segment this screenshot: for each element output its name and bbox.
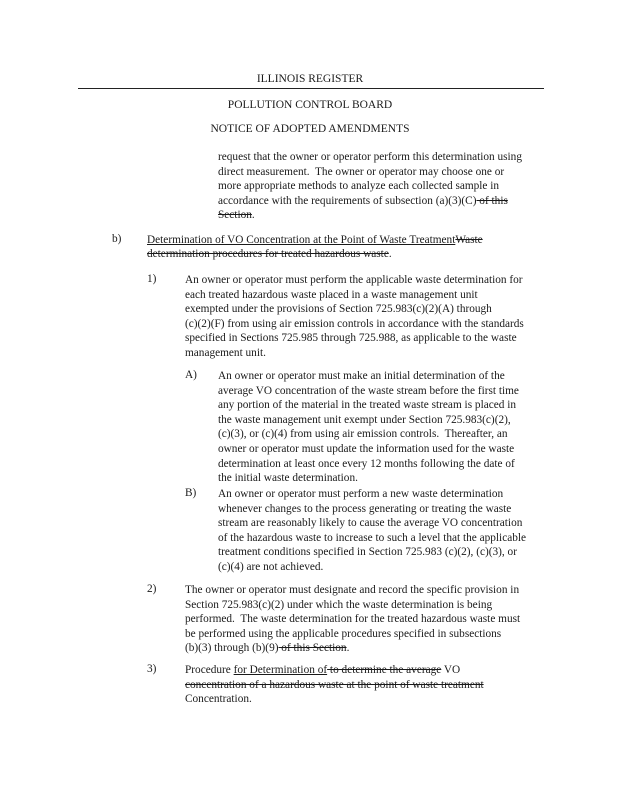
text-segment: Section 725.983(c)(2) under which the waste determination is being xyxy=(185,598,493,611)
text-line xyxy=(218,502,511,516)
text-line xyxy=(218,516,522,530)
board-title: POLLUTION CONTROL BOARD xyxy=(227,99,393,111)
text-line xyxy=(218,179,499,193)
text-line xyxy=(185,346,266,360)
text-segment: any portion of the material in the treated waste stream is placed in xyxy=(218,399,517,412)
text-segment: each treated hazardous waste placed in a waste management unit xyxy=(185,288,478,301)
text-segment: (c)(3), or (c)(4) from using air emission controls. Thereafter, an xyxy=(218,428,508,441)
text-segment: management unit. xyxy=(185,346,266,359)
paragraph-label: 1) xyxy=(147,273,157,285)
text-segment: stream are reasonably likely to cause the average VO concentration xyxy=(218,517,523,530)
text-segment: exempted under the provisions of Section 725.983(c)(2)(A) through xyxy=(185,303,492,315)
deleted-text: of this xyxy=(476,194,508,207)
text-line xyxy=(218,194,508,208)
text-line xyxy=(218,413,511,427)
text-line xyxy=(147,247,392,261)
text-segment: The owner or operator must designate and record the specific provision in xyxy=(185,584,520,596)
text-line xyxy=(147,233,483,247)
text-segment: Concentration. xyxy=(185,693,252,706)
text-line xyxy=(185,641,349,655)
deleted-text: determination procedures for treated hazardous waste xyxy=(147,248,389,261)
text-line xyxy=(185,627,501,641)
text-segment: be performed using the applicable procedures specified in subsections xyxy=(185,627,502,640)
inserted-text: Determination of VO Concentration at the Point of Waste Treatment xyxy=(147,234,456,246)
deleted-text: concentration of a hazardous waste at the point of waste treatment xyxy=(185,678,484,691)
text-line xyxy=(218,165,504,179)
text-segment: Procedure xyxy=(185,664,234,676)
text-segment: average VO concentration of the waste stream before the first time xyxy=(218,384,519,397)
deleted-text: Waste xyxy=(455,234,483,246)
text-segment: (c)(4) are not achieved. xyxy=(218,561,324,573)
text-segment: An owner or operator must perform the applicable waste determination for xyxy=(185,274,523,286)
text-segment: direct measurement. The owner or operator may choose one or xyxy=(218,165,505,178)
text-line xyxy=(185,273,523,287)
paragraph-label: 2) xyxy=(147,583,157,595)
paragraph-label: 3) xyxy=(147,663,157,675)
text-line xyxy=(185,612,520,626)
text-segment: (c)(2)(F) from using air emission controls in accordance with the standards xyxy=(185,317,524,330)
text-segment: . xyxy=(251,209,255,222)
text-line xyxy=(218,398,516,412)
paragraph-label: A) xyxy=(185,369,197,381)
text-line xyxy=(218,531,526,545)
text-segment: the waste management unit exempt under Section 725.983(c)(2), xyxy=(218,413,511,426)
text-segment: owner or operator must update the information used for the waste xyxy=(218,443,515,455)
text-segment: of the hazardous waste to increase to such a level that the applicable xyxy=(218,531,527,544)
text-segment: An owner or operator must perform a new waste determination xyxy=(218,488,504,500)
text-segment: more appropriate methods to analyze each collected sample in xyxy=(218,180,500,193)
text-line xyxy=(185,331,517,345)
text-line xyxy=(218,369,505,383)
text-line xyxy=(185,598,492,612)
text-line xyxy=(218,208,255,222)
text-line xyxy=(218,471,358,485)
text-line xyxy=(185,317,524,331)
text-segment: specified in Sections 725.985 through 725.988, as applicable to the waste xyxy=(185,332,517,344)
text-line xyxy=(218,487,503,501)
paragraph-label: B) xyxy=(185,487,197,499)
deleted-text: of this Section xyxy=(278,642,347,655)
header-rule xyxy=(78,88,544,89)
deleted-text: to determine the average xyxy=(327,664,442,676)
text-line xyxy=(185,678,484,692)
text-segment: An owner or operator must make an initial determination of the xyxy=(218,370,505,382)
text-line xyxy=(218,384,519,398)
text-line xyxy=(185,302,492,316)
text-segment: request that the owner or operator perform this determination using xyxy=(218,151,522,163)
text-segment: whenever changes to the process generating or treating the waste xyxy=(218,502,512,515)
text-segment: treatment conditions specified in Section 725.983 (c)(2), (c)(3), or xyxy=(218,546,517,559)
text-line xyxy=(185,692,252,706)
text-line xyxy=(218,560,323,574)
inserted-text: for Determination of xyxy=(233,664,328,676)
text-segment: (b)(3) through (b)(9) xyxy=(185,642,279,655)
text-segment: accordance with the requirements of subsection (a)(3)(C) xyxy=(218,194,477,207)
paragraph-label: b) xyxy=(112,233,122,245)
text-line xyxy=(218,442,514,456)
text-segment: the initial waste determination. xyxy=(218,472,358,485)
register-title: ILLINOIS REGISTER xyxy=(256,73,364,85)
text-segment: . xyxy=(346,642,350,655)
text-line xyxy=(218,545,517,559)
text-line xyxy=(218,427,508,441)
text-line xyxy=(185,288,478,302)
text-segment: determination at least once every 12 months following the date of xyxy=(218,457,515,470)
text-line xyxy=(218,150,522,164)
text-segment: VO xyxy=(441,664,461,676)
notice-title: NOTICE OF ADOPTED AMENDMENTS xyxy=(210,123,410,135)
text-line xyxy=(185,663,460,677)
text-segment: . xyxy=(388,248,392,261)
deleted-text: Section xyxy=(218,209,252,222)
text-line xyxy=(218,457,515,471)
text-segment: performed. The waste determination for the treated hazardous waste must xyxy=(185,613,521,626)
text-line xyxy=(185,583,519,597)
